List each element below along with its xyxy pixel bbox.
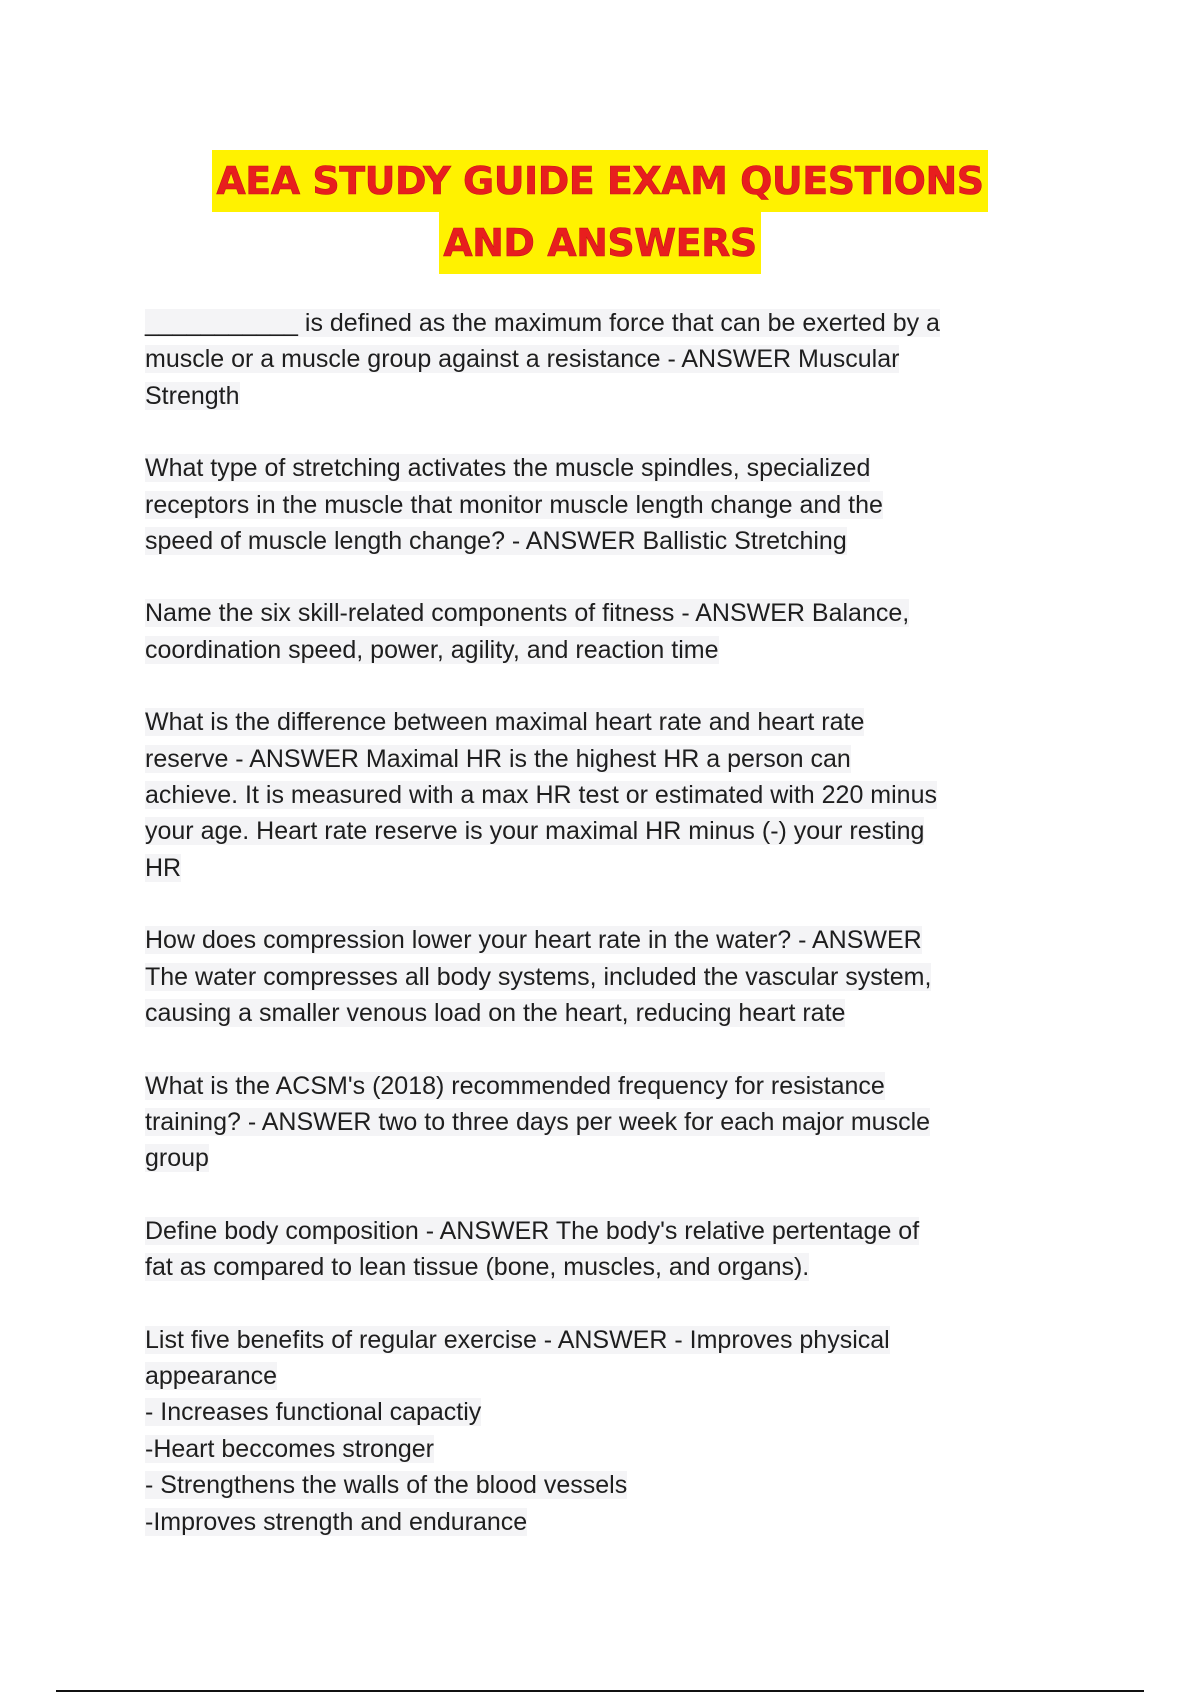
qa-item-exercise-benefits (145, 1322, 1070, 1540)
qa-line: The water compresses all body systems, included the vascular system, (145, 962, 932, 991)
qa-line: appearance (145, 1361, 278, 1390)
qa-item-muscular-strength (145, 305, 1070, 414)
qa-line: How does compression lower your heart rate in the water? - ANSWER (145, 926, 922, 955)
qa-line: HR (145, 853, 182, 882)
qa-item-body-composition (145, 1213, 1070, 1286)
title-line-1: AEA STUDY GUIDE EXAM QUESTIONS (212, 150, 987, 212)
qa-line: - Increases functional capactiy (145, 1398, 482, 1427)
qa-line: What type of stretching activates the muscle spindles, specialized (145, 454, 871, 483)
qa-line: -Improves strength and endurance (145, 1507, 528, 1536)
qa-item-compression (145, 922, 1070, 1031)
qa-line: reserve - ANSWER Maximal HR is the highest HR a person can (145, 744, 851, 773)
bottom-divider (56, 1690, 1144, 1692)
qa-line: Strength (145, 381, 240, 410)
qa-line: Define body composition - ANSWER The body's relative pertentage of (145, 1216, 920, 1245)
qa-line: What is the ACSM's (2018) recommended frequency for resistance (145, 1071, 885, 1100)
qa-line: coordination speed, power, agility, and reaction time (145, 635, 719, 664)
qa-item-acsm-frequency (145, 1068, 1070, 1177)
qa-line: ___________ is defined as the maximum force that can be exerted by a (145, 309, 940, 337)
qa-line: your age. Heart rate reserve is your maximal HR minus (-) your resting (145, 817, 925, 846)
qa-item-skill-components (145, 595, 1070, 668)
qa-line: group (145, 1144, 209, 1173)
qa-line: Name the six skill-related components of fitness - ANSWER Balance, (145, 599, 910, 628)
qa-line: muscle or a muscle group against a resistance - ANSWER Muscular (145, 345, 900, 374)
title-line-2: AND ANSWERS (439, 212, 761, 274)
qa-line: List five benefits of regular exercise - ANSWER - Improves physical (145, 1325, 890, 1354)
qa-item-heart-rate-reserve (145, 704, 1070, 886)
qa-line: -Heart beccomes stronger (145, 1434, 435, 1463)
qa-list (145, 305, 1070, 1576)
qa-line: fat as compared to lean tissue (bone, muscles, and organs). (145, 1253, 810, 1282)
qa-line: - Strengthens the walls of the blood vessels (145, 1471, 628, 1500)
document-title (0, 150, 1200, 274)
qa-item-ballistic-stretching (145, 450, 1070, 559)
qa-line: training? - ANSWER two to three days per week for each major muscle (145, 1107, 931, 1136)
qa-line: speed of muscle length change? - ANSWER Ballistic Stretching (145, 527, 847, 556)
qa-line: receptors in the muscle that monitor muscle length change and the (145, 490, 883, 519)
qa-line: causing a smaller venous load on the heart, reducing heart rate (145, 999, 846, 1028)
qa-line: achieve. It is measured with a max HR test or estimated with 220 minus (145, 781, 937, 810)
qa-line: What is the difference between maximal heart rate and heart rate (145, 708, 865, 737)
